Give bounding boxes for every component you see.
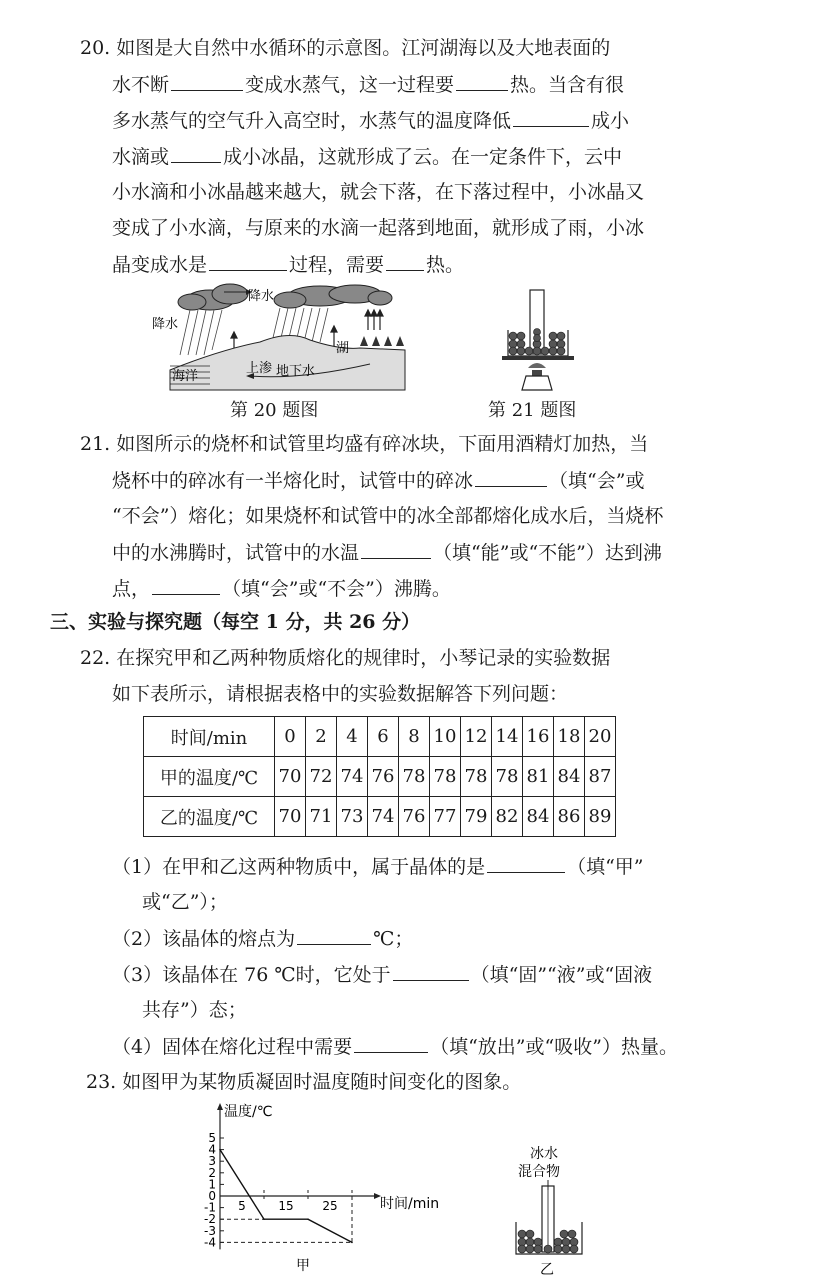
data-point — [351, 1242, 353, 1244]
table-cell: 20 — [585, 717, 616, 757]
blank[interactable] — [487, 854, 565, 873]
table-cell: 70 — [275, 757, 306, 797]
q22-sub-1: （1）在甲和乙这两种物质中，属于晶体的是 （填“甲” — [112, 856, 644, 878]
x-tick-label: 15 — [278, 1199, 294, 1213]
q20-line-2: 水不断 变成水蒸气，这一过程要 热。当含有很 — [112, 74, 625, 96]
y-tick-label: 3 — [208, 1154, 216, 1169]
table-cell: 74 — [337, 757, 368, 797]
y-tick-label: -4 — [204, 1235, 216, 1250]
blank[interactable] — [513, 108, 589, 127]
q21-line-1: 21. 如图所示的烧杯和试管里均盛有碎冰块，下面用酒精灯加热，当 — [80, 433, 649, 455]
data-point — [263, 1218, 265, 1220]
table-cell: 89 — [585, 797, 616, 837]
q20-line-1: 20. 如图是大自然中水循环的示意图。江河湖海以及大地表面的 — [80, 37, 611, 59]
label-seep: 上渗 — [246, 361, 273, 376]
y-tick-label: -2 — [204, 1212, 216, 1227]
y-tick-label: -1 — [204, 1200, 216, 1215]
table-cell: 87 — [585, 757, 616, 797]
table-cell: 2 — [306, 717, 337, 757]
water-cycle-figure — [150, 280, 410, 398]
label-ice-water-2: 混合物 — [518, 1164, 560, 1180]
q22-sub-3b: 共存”）态； — [142, 999, 247, 1021]
label-groundwater: 地下水 — [276, 364, 316, 379]
table-cell: 78 — [461, 757, 492, 797]
table-cell: 乙的温度/℃ — [144, 797, 275, 837]
table-cell: 76 — [399, 797, 430, 837]
table-cell: 77 — [430, 797, 461, 837]
table-cell: 6 — [368, 717, 399, 757]
table-cell: 14 — [492, 717, 523, 757]
table-cell: 82 — [492, 797, 523, 837]
table-cell: 10 — [430, 717, 461, 757]
table-row — [144, 757, 616, 797]
blank[interactable] — [386, 252, 424, 271]
table-cell: 84 — [523, 797, 554, 837]
table-row — [144, 717, 616, 757]
q21-line-3: “不会”）熔化；如果烧杯和试管中的冰全部都熔化成水后，当烧杯 — [112, 505, 664, 527]
x-tick-label: 25 — [322, 1199, 338, 1213]
y-axis-arrow — [217, 1103, 223, 1110]
cloud-right — [274, 285, 392, 308]
table-cell: 0 — [275, 717, 306, 757]
table-cell: 71 — [306, 797, 337, 837]
section-3-title: 三、实验与探究题（每空 1 分，共 26 分） — [50, 611, 421, 633]
chart-caption: 甲 — [296, 1258, 310, 1274]
q23-line-1: 23. 如图甲为某物质凝固时温度随时间变化的图象。 — [86, 1071, 522, 1093]
q20-line-6: 变成了小水滴，与原来的水滴一起落到地面，就形成了雨，小冰 — [112, 217, 645, 239]
blank[interactable] — [171, 144, 221, 163]
table-cell: 72 — [306, 757, 337, 797]
data-point — [219, 1149, 221, 1151]
q22-sub-1b: 或“乙”）； — [142, 891, 228, 913]
y-tick-label: 2 — [208, 1165, 216, 1180]
table-cell: 86 — [554, 797, 585, 837]
solidification-chart — [190, 1100, 460, 1280]
table-cell: 16 — [523, 717, 554, 757]
blank[interactable] — [152, 576, 220, 595]
table-cell: 18 — [554, 717, 585, 757]
table-cell: 81 — [523, 757, 554, 797]
blank[interactable] — [393, 962, 469, 981]
y-tick-label: 5 — [208, 1131, 216, 1145]
table-cell: 74 — [368, 797, 399, 837]
label-rain-top: 降水 — [248, 289, 275, 304]
data-point — [307, 1218, 309, 1220]
table-cell: 78 — [399, 757, 430, 797]
table-cell: 76 — [368, 757, 399, 797]
y-tick-label: 4 — [208, 1142, 216, 1157]
table-cell: 79 — [461, 797, 492, 837]
x-tick-label: 5 — [238, 1199, 246, 1213]
q21-line-5: 点， （填“会”或“不会”）沸腾。 — [112, 578, 451, 600]
q21-line-2: 烧杯中的碎冰有一半熔化时，试管中的碎冰 （填“会”或 — [112, 470, 645, 492]
q22-sub-4: （4）固体在熔化过程中需要 （填“放出”或“吸收”）热量。 — [112, 1036, 678, 1058]
q20-line-4: 水滴或 成小冰晶，这就形成了云。在一定条件下，云中 — [112, 146, 623, 168]
table-cell: 时间/min — [144, 717, 275, 757]
q20-line-3: 多水蒸气的空气升入高空时，水蒸气的温度降低 成小 — [112, 110, 630, 132]
beaker-figure — [498, 286, 578, 396]
blank[interactable] — [456, 72, 508, 91]
fig-b-caption: 乙 — [540, 1262, 554, 1278]
q20-line-5: 小水滴和小冰晶越来越大，就会下落，在下落过程中，小冰晶又 — [112, 181, 645, 203]
q20-line-7: 晶变成水是 过程，需要 热。 — [112, 254, 465, 276]
blank[interactable] — [209, 252, 287, 271]
y-tick-label: 0 — [208, 1189, 216, 1203]
table-cell: 70 — [275, 797, 306, 837]
y-tick-label: -3 — [204, 1223, 216, 1238]
table-cell: 8 — [399, 717, 430, 757]
data-table — [143, 716, 616, 837]
table-cell: 甲的温度/℃ — [144, 757, 275, 797]
chart-xlabel: 时间/min — [380, 1196, 440, 1212]
label-rain-left: 降水 — [152, 317, 179, 332]
y-tick-label: 1 — [208, 1177, 216, 1192]
q22-line-2: 如下表所示，请根据表格中的实验数据解答下列问题： — [112, 683, 569, 705]
blank[interactable] — [297, 926, 371, 945]
table-cell: 4 — [337, 717, 368, 757]
cloud-left — [178, 284, 248, 310]
table-row — [144, 797, 616, 837]
q21-line-4: 中的水沸腾时，试管中的水温 （填“能”或“不能”）达到沸 — [112, 542, 662, 564]
ice-water-figure — [500, 1140, 600, 1280]
q22-sub-2: （2）该晶体的熔点为 ℃； — [112, 928, 414, 950]
blank[interactable] — [475, 468, 547, 487]
table-cell: 78 — [430, 757, 461, 797]
label-sea: 海洋 — [172, 369, 199, 384]
table-cell: 78 — [492, 757, 523, 797]
blank[interactable] — [171, 72, 243, 91]
blank[interactable] — [354, 1034, 428, 1053]
table-cell: 73 — [337, 797, 368, 837]
q22-line-1: 22. 在探究甲和乙两种物质熔化的规律时，小琴记录的实验数据 — [80, 647, 611, 669]
chart-ylabel: 温度/℃ — [224, 1104, 273, 1120]
blank[interactable] — [361, 540, 431, 559]
table-cell: 12 — [461, 717, 492, 757]
table-cell: 84 — [554, 757, 585, 797]
fig20-caption: 第 20 题图 — [230, 400, 319, 421]
fig21-caption: 第 21 题图 — [488, 400, 577, 421]
label-lake: 湖 — [336, 341, 350, 356]
q22-sub-3: （3）该晶体在 76 ℃时，它处于 （填“固”“液”或“固液 — [112, 964, 653, 986]
label-ice-water-1: 冰水 — [530, 1146, 558, 1162]
